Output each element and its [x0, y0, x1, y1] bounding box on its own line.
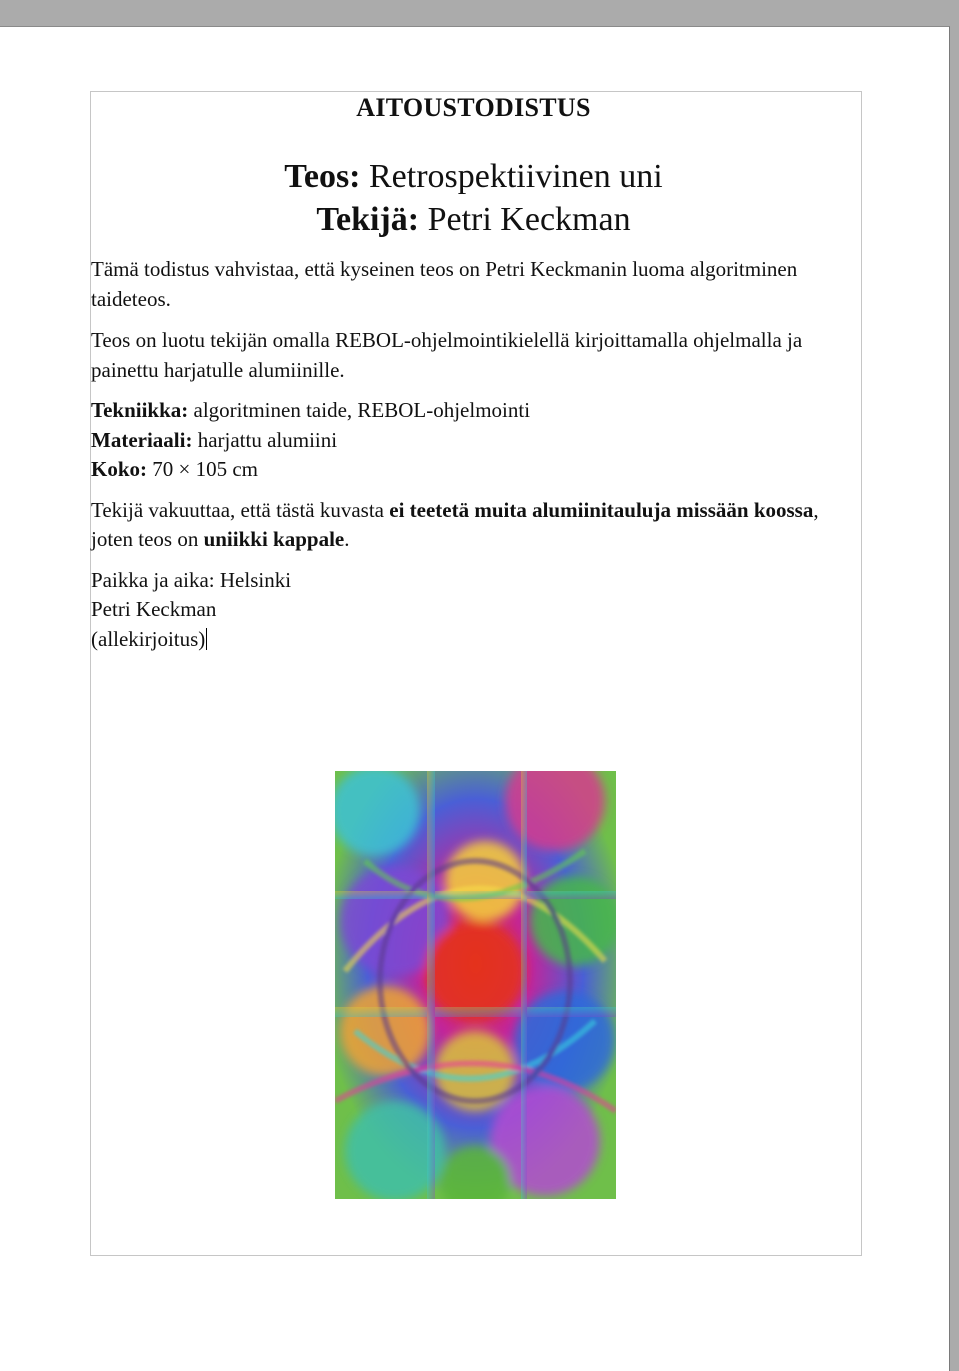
assurance-paragraph: [91, 496, 856, 555]
material-value: harjattu alumiini: [192, 427, 338, 452]
signature-block: [91, 566, 856, 655]
author-label: Tekijä:: [316, 201, 420, 238]
document-content[interactable]: [91, 92, 856, 654]
size-line: [91, 455, 856, 485]
place-time: Paikka ja aika: Helsinki: [91, 567, 292, 592]
material-label: Materiaali:: [91, 427, 193, 452]
assurance-text-2: , joten teos on: [91, 497, 819, 551]
signature-line: [91, 625, 856, 655]
technique-value: algoritminen taide, REBOL-ohjelmointi: [188, 398, 531, 422]
work-value: Retrospektiivinen uni: [360, 158, 663, 195]
signature-placeholder: (allekirjoitus): [91, 626, 206, 651]
assurance-text-3: .: [344, 527, 350, 551]
assurance-bold-2: uniikki kappale: [203, 527, 345, 551]
certificate-paragraph: Tämä todistus vahvistaa, että kyseinen teos on Petri Keckmanin luoma algoritminen taideteos.: [91, 257, 798, 311]
signer-name: Petri Keckman: [91, 597, 217, 621]
author-line: [91, 198, 856, 241]
technique-label: Tekniikka:: [91, 398, 189, 422]
artwork-icon: [335, 771, 616, 1199]
creation-paragraph: Teos on luotu tekijän omalla REBOL-ohjelmointikielellä kirjoittamalla ohjelmalla ja painettu harjatulle alumiinille.: [91, 328, 803, 382]
assurance-bold-1: ei teetetä muita alumiinitauluja missään koossa: [389, 497, 814, 522]
technique-line: [91, 396, 856, 426]
work-title-line: [91, 155, 856, 198]
size-value: 70 × 105 cm: [147, 457, 259, 481]
material-line: [91, 426, 856, 456]
abstract-artwork-image[interactable]: [335, 771, 616, 1199]
author-value: Petri Keckman: [419, 201, 631, 238]
document-title: AITOUSTODISTUS: [356, 93, 591, 122]
specs-block: [91, 396, 856, 485]
work-label: Teos:: [284, 158, 361, 195]
assurance-text-1: Tekijä vakuuttaa, että tästä kuvasta: [91, 497, 390, 522]
work-info: [91, 155, 856, 241]
text-cursor: [206, 628, 207, 650]
size-label: Koko:: [91, 457, 148, 481]
